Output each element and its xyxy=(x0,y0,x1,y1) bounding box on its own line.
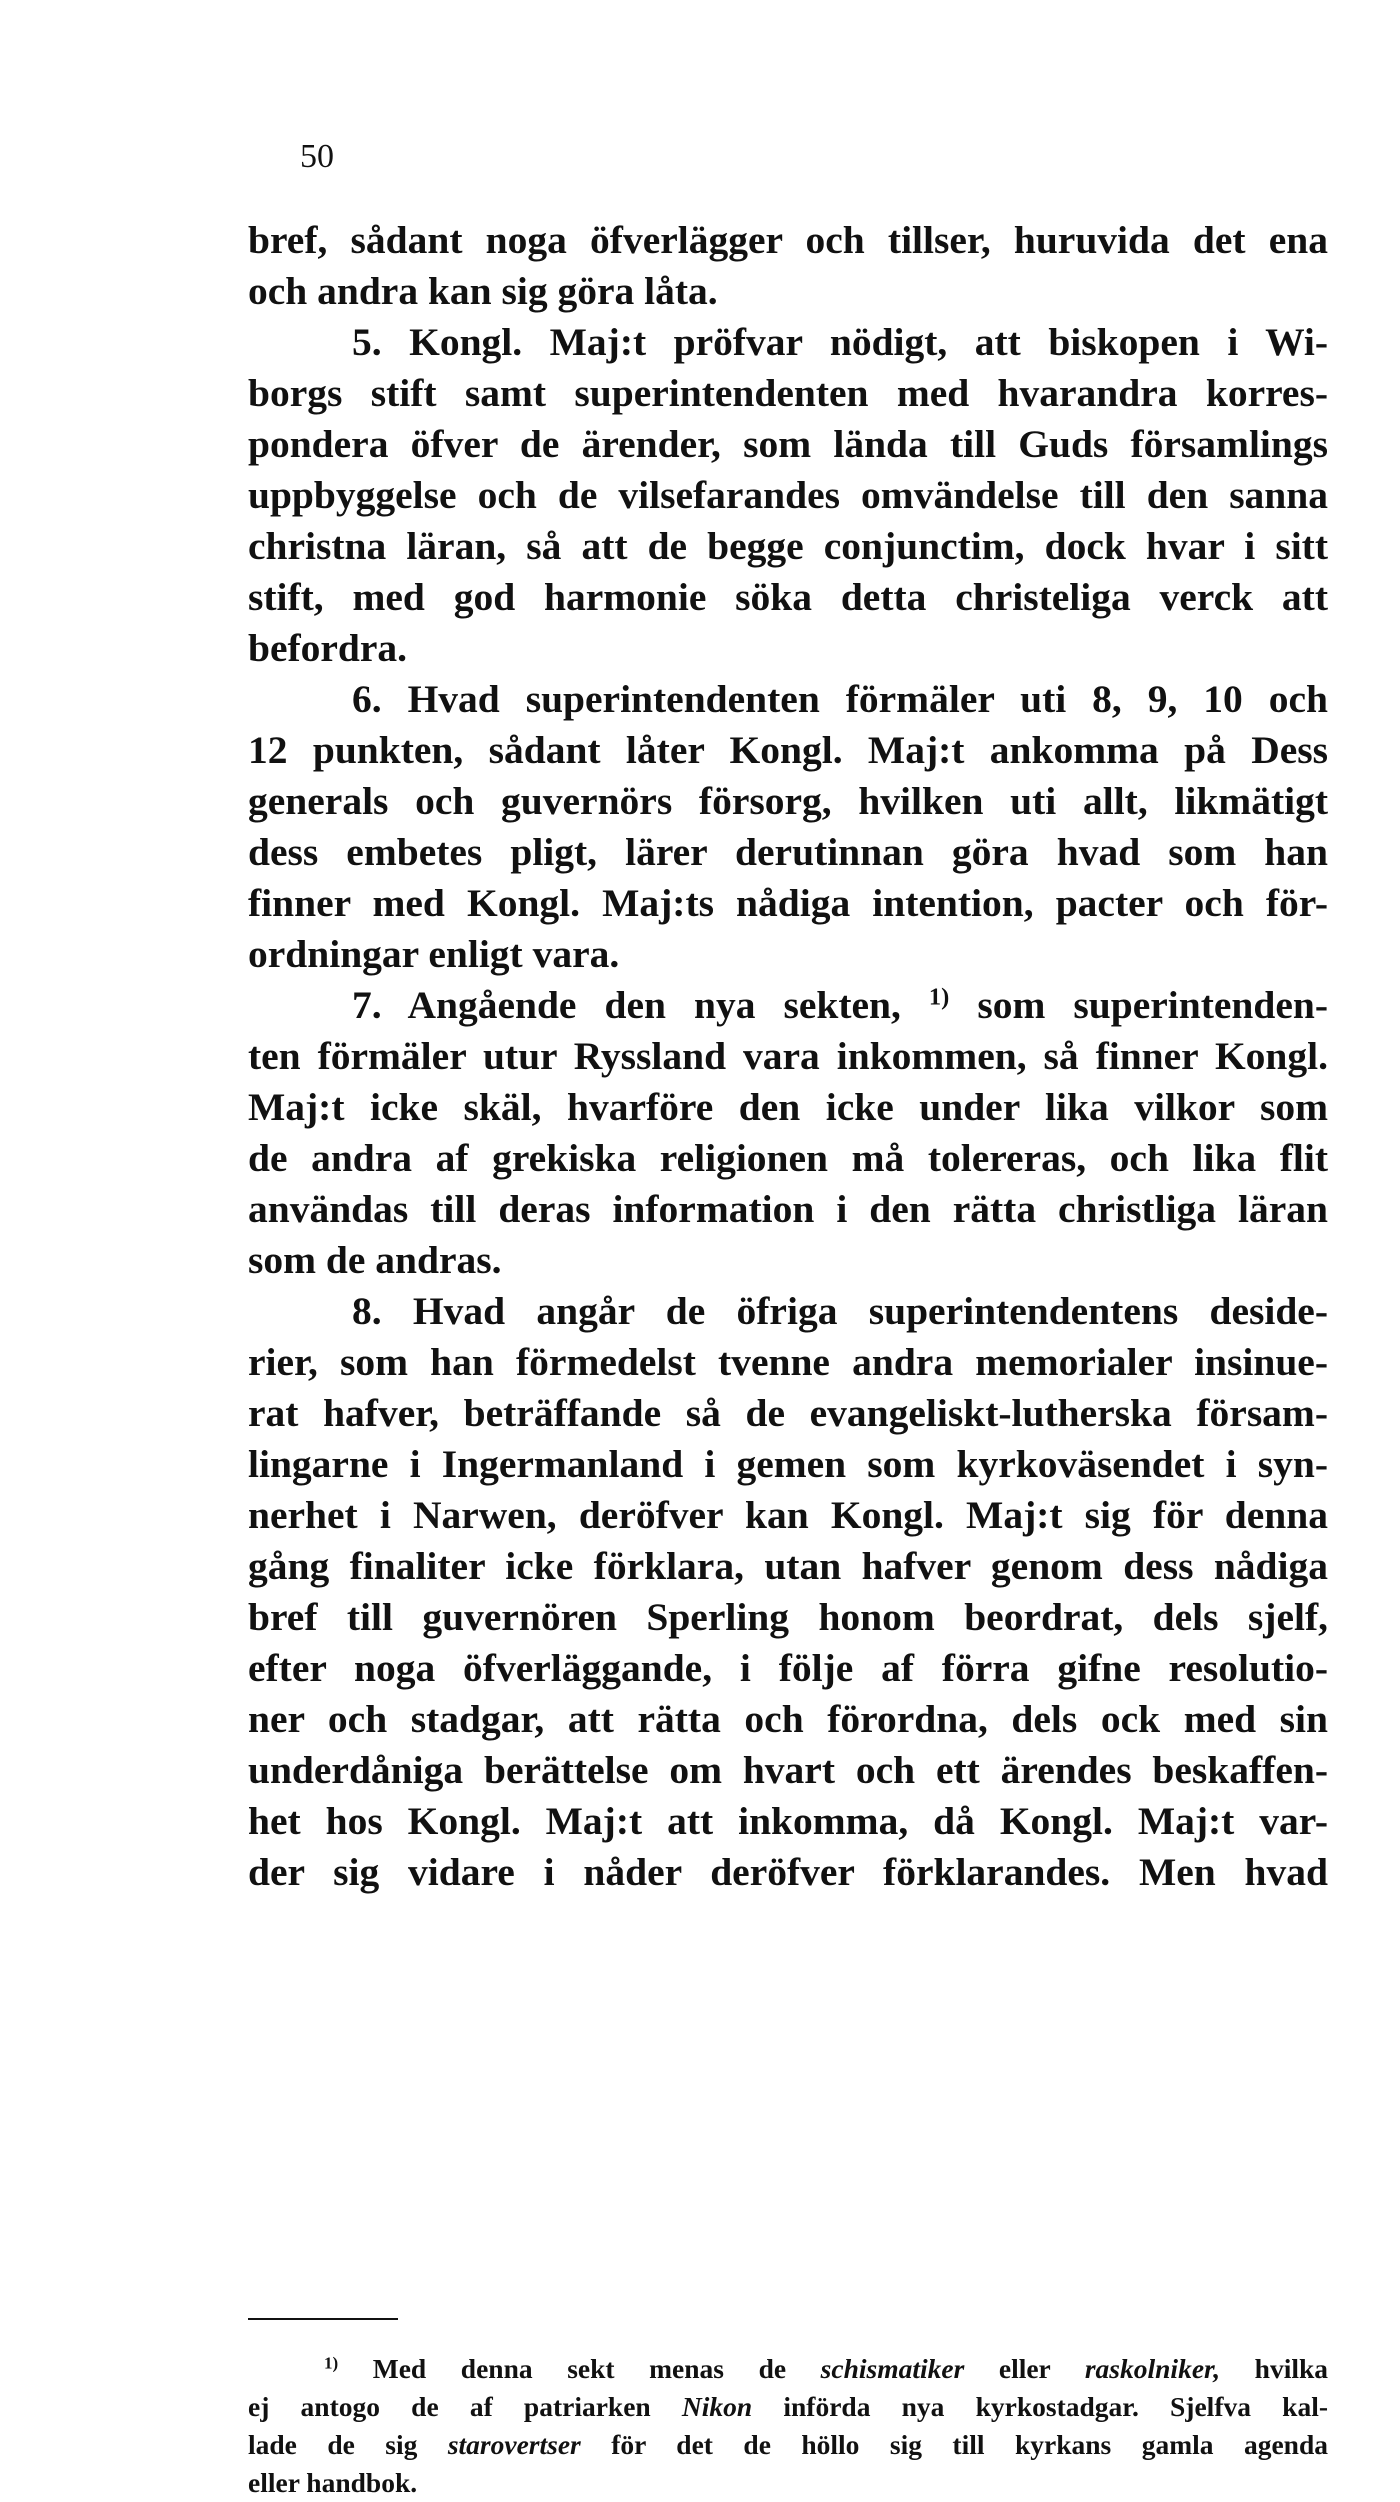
text-line: och andra kan sig göra låta. xyxy=(248,269,718,313)
text-line: stift, med god harmonie söka detta christeliga verck att xyxy=(248,575,1328,619)
text-line: 6. Hvad superintendenten förmäler uti 8, 9, 10 och xyxy=(352,677,1328,721)
text-line: nerhet i Narwen, deröfver kan Kongl. Maj:t sig för denna xyxy=(248,1493,1328,1537)
text-line: der sig vidare i nåder deröfver förklarandes. Men hvad xyxy=(248,1850,1328,1894)
footnote-italic: raskolniker, xyxy=(1084,2353,1221,2384)
text-line: 8. Hvad angår de öfriga superintendentens deside- xyxy=(352,1289,1328,1333)
text-line: Maj:t icke skäl, hvarföre den icke under lika vilkor som xyxy=(248,1085,1328,1129)
text-line: 12 punkten, sådant låter Kongl. Maj:t ankomma på Dess xyxy=(248,728,1328,772)
footnote-text: eller xyxy=(998,2353,1051,2384)
footnote-reference: 1) xyxy=(928,983,950,1011)
text-line: dess embetes pligt, lärer derutinnan göra hvad som han xyxy=(248,830,1328,874)
footnote-italic: schismatiker xyxy=(820,2353,965,2384)
body-text xyxy=(248,215,1328,1898)
text-line: generals och guvernörs försorg, hvilken uti allt, likmätigt xyxy=(248,779,1328,823)
text-line: borgs stift samt superintendenten med hvarandra korres- xyxy=(248,371,1328,415)
page-number: 50 xyxy=(300,138,334,175)
text-line: gång finaliter icke förklara, utan hafver genom dess nådiga xyxy=(248,1544,1328,1588)
text-line: pondera öfver de ärender, som lända till Guds församlings xyxy=(248,422,1328,466)
text-line: finner med Kongl. Maj:ts nådiga intention, pacter och för- xyxy=(248,881,1328,925)
text-line: som de andras. xyxy=(248,1238,502,1282)
text-line: underdåniga berättelse om hvart och ett ärendes beskaffen- xyxy=(248,1748,1328,1792)
text-line: rier, som han förmedelst tvenne andra memorialer insinue- xyxy=(248,1340,1328,1384)
text-line: ordningar enligt vara. xyxy=(248,932,620,976)
text-line xyxy=(248,980,1328,1031)
text-line: christna läran, så att de begge conjunctim, dock hvar i sitt xyxy=(248,524,1328,568)
text-line: efter noga öfverläggande, i följe af förra gifne resolutio- xyxy=(248,1646,1328,1690)
footnote-italic: starovertser xyxy=(447,2429,581,2460)
footnote-italic: Nikon xyxy=(681,2391,753,2422)
footnote-line xyxy=(248,2388,1328,2426)
text-line: rat hafver, beträffande så de evangeliskt-lutherska försam- xyxy=(248,1391,1328,1435)
text-line: bref, sådant noga öfverlägger och tillser, huruvida det ena xyxy=(248,218,1328,262)
footnote-text: för det de höllo sig till kyrkans gamla agenda xyxy=(611,2429,1328,2460)
text-line: befordra. xyxy=(248,626,408,670)
text-line-part: 7. Angående den nya sekten, xyxy=(352,983,901,1027)
text-line: lingarne i Ingermanland i gemen som kyrkoväsendet i syn- xyxy=(248,1442,1328,1486)
footnote-text: införda nya kyrkostadgar. Sjelfva kal- xyxy=(783,2391,1328,2422)
text-line: bref till guvernören Sperling honom beordrat, dels sjelf, xyxy=(248,1595,1328,1639)
text-line: ten förmäler utur Ryssland vara inkommen, så finner Kongl. xyxy=(248,1034,1328,1078)
footnote-line: eller handbok. xyxy=(248,2467,418,2498)
text-line-part: som superintenden- xyxy=(977,983,1329,1027)
footnote-text: hvilka xyxy=(1254,2353,1329,2384)
footnote-text: Med denna sekt menas de xyxy=(372,2353,787,2384)
footnote-marker: 1) xyxy=(324,2353,339,2373)
text-line: het hos Kongl. Maj:t att inkomma, då Kongl. Maj:t var- xyxy=(248,1799,1328,1843)
footnote-text: ej antogo de af patriarken xyxy=(248,2391,651,2422)
footnote-rule xyxy=(248,2318,398,2320)
footnotes xyxy=(248,2350,1328,2502)
footnote-line xyxy=(248,2350,1328,2388)
text-line: de andra af grekiska religionen må tolereras, och lika flit xyxy=(248,1136,1328,1180)
text-line: användas till deras information i den rätta christliga läran xyxy=(248,1187,1328,1231)
text-line: uppbyggelse och de vilsefarandes omvändelse till den sanna xyxy=(248,473,1328,517)
text-line: ner och stadgar, att rätta och förordna, dels ock med sin xyxy=(248,1697,1328,1741)
text-line: 5. Kongl. Maj:t pröfvar nödigt, att biskopen i Wi- xyxy=(352,320,1328,364)
footnote-line xyxy=(248,2426,1328,2464)
footnote-text: lade de sig xyxy=(248,2429,418,2460)
